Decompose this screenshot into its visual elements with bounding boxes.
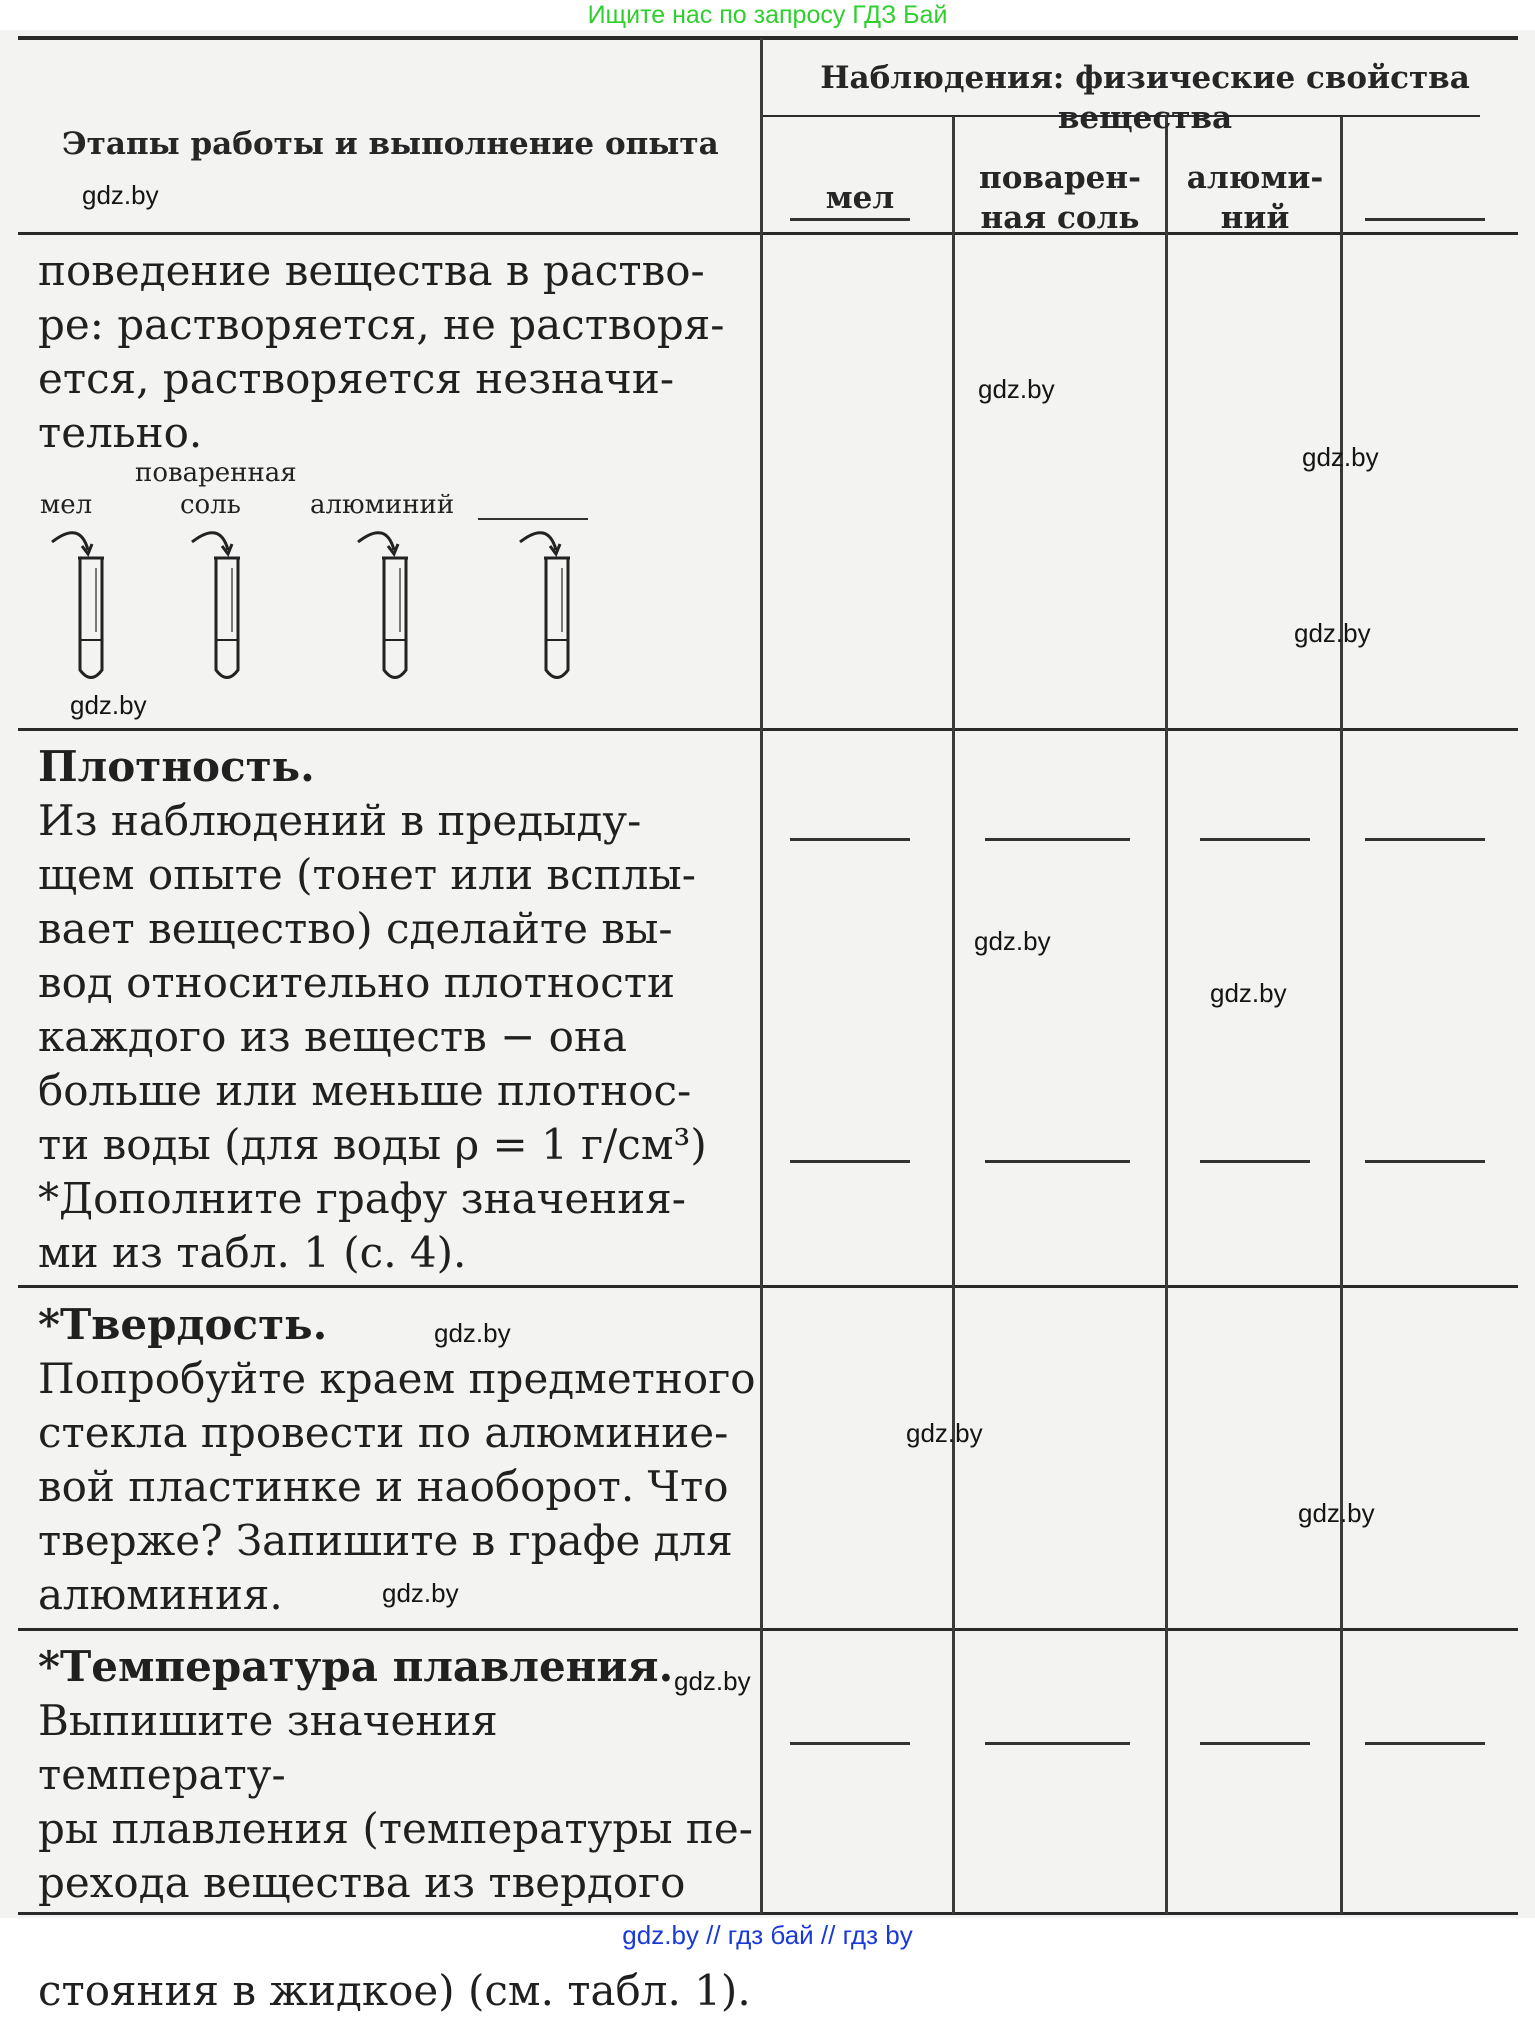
row2-title: Плотность. — [38, 742, 315, 791]
watermark: gdz.by — [1302, 442, 1379, 472]
watermark: gdz.by — [70, 690, 147, 720]
row4-text — [38, 1640, 758, 2018]
watermark: gdz.by — [1294, 618, 1371, 648]
label-aluminum: алюминий — [310, 490, 455, 520]
watermark: gdz.by — [978, 374, 1055, 404]
row3-title: *Твердость. — [38, 1300, 328, 1349]
blank-dash — [1365, 1742, 1485, 1745]
label-salt-top: поваренная — [135, 458, 297, 488]
row3-body: Попробуйте краем предметного стекла провести по алюминие- вой пластинке и наоборот. Что тверже? Запишите в графе для алюминия. — [38, 1354, 756, 1619]
column-divider-1 — [760, 38, 763, 1914]
column-divider-4 — [1340, 116, 1343, 1914]
bleed-through — [560, 60, 572, 104]
watermark: gdz.by — [382, 1578, 459, 1608]
label-chalk: мел — [40, 490, 93, 520]
blank-dash — [985, 1160, 1130, 1163]
row3-text — [38, 1298, 758, 1622]
watermark: gdz.by — [1210, 978, 1287, 1008]
test-tube-icon — [384, 558, 406, 678]
header-aluminum: алюми- ний — [1186, 160, 1324, 236]
table-top-rule — [18, 36, 1518, 40]
blank-dash — [985, 838, 1130, 841]
row3-bottom-rule — [18, 1628, 1518, 1631]
blank-dash — [1200, 1160, 1310, 1163]
test-tube-icon — [546, 558, 568, 678]
row2-bottom-rule — [18, 1285, 1518, 1288]
row1-bottom-rule — [18, 728, 1518, 731]
header-salt: поварен- ная соль — [979, 160, 1141, 236]
watermark: gdz.by — [906, 1418, 983, 1448]
column-divider-2 — [952, 116, 955, 1914]
blank-dash — [790, 1160, 910, 1163]
label-salt-bottom: соль — [180, 490, 241, 520]
row2-text — [38, 740, 758, 1280]
test-tube-icon — [80, 558, 102, 678]
bottom-banner[interactable]: gdz.by // гдз бай // гдз by — [0, 1918, 1535, 1954]
blank-dash — [790, 218, 910, 221]
blank-dash — [1200, 1742, 1310, 1745]
watermark: gdz.by — [974, 926, 1051, 956]
blank-dash — [985, 1742, 1130, 1745]
row4-body: Выпишите значения температу- ры плавления (температуры пе- рехода вещества из твердого стояния в жидкое) (см. табл. 1). — [38, 1696, 753, 2015]
blank-dash — [790, 1742, 910, 1745]
row1-text: поведение вещества в раство- ре: растворяется, не растворя- ется, растворяется незначи- тельно. — [38, 246, 725, 457]
blank-dash — [790, 838, 910, 841]
row4-title: *Температура плавления. — [38, 1642, 674, 1691]
header-observations: Наблюдения: физические свойства вещества — [820, 60, 1470, 136]
blank-dash — [1365, 838, 1485, 841]
watermark: gdz.by — [434, 1318, 511, 1348]
test-tube-icon — [216, 558, 238, 678]
watermark: gdz.by — [1298, 1498, 1375, 1528]
top-banner[interactable]: Ищите нас по запросу ГДЗ Бай — [0, 0, 1535, 30]
column-divider-3 — [1165, 116, 1168, 1914]
row2-body: Из наблюдений в предыду- щем опыте (тонет или всплы- вает вещество) сделайте вы- вод относительно плотности каждого из веществ − она больше или меньше плотнос- ти воды (для воды ρ = 1 г/см³) *Дополните графу значения- ми из табл. 1 (с. 4). — [38, 796, 707, 1277]
watermark: gdz.by — [674, 1666, 751, 1696]
header-stages: Этапы работы и выполнение опыта — [62, 126, 719, 162]
blank-dash — [1365, 218, 1485, 221]
blank-dash — [1365, 1160, 1485, 1163]
watermark: gdz.by — [82, 180, 159, 210]
header-chalk: мел — [825, 180, 895, 216]
blank-dash — [1200, 838, 1310, 841]
